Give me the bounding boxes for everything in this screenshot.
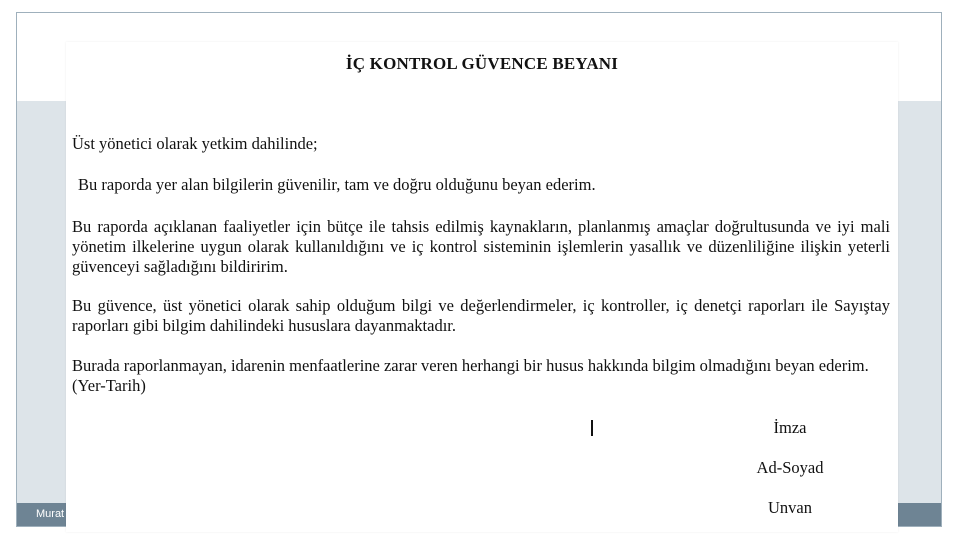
text-cursor [591, 420, 593, 436]
paragraph-no-unreported: Burada raporlanmayan, idarenin menfaatlerine zarar veren herhangi bir husus hakkında bilgim olmadığını beyan ederim. (Yer-Tarih) [72, 356, 869, 395]
slide-right-margin [898, 101, 941, 503]
document-title: İÇ KONTROL GÜVENCE BEYANI [345, 54, 619, 73]
signature-label: İmza [773, 418, 807, 437]
name-surname-label: Ad-Soyad [756, 458, 824, 477]
title-label: Unvan [768, 498, 812, 517]
slide-left-margin [17, 101, 66, 503]
paragraph-assurance-basis: Bu güvence, üst yönetici olarak sahip olduğum bilgi ve değerlendirmeler, iç kontroller, iç denetçi raporları ile Sayıştay raporları gibi bilgim dahilindeki hususlara dayanmaktadır. [72, 296, 890, 335]
footer-author: Murat KARAKURŞ (SGDB) [36, 508, 170, 520]
paragraph-resources: Bu raporda açıklanan faaliyetler için bütçe ile tahsis edilmiş kaynakların, planlanmış amaçlar doğrultusunda ve iyi mali yönetim ilkelerine uygun olarak kullanıldığını ve iç kontrol sisteminin işlemlerin yasallık ve düzenliliğine ilişkin yeterli güvenceyi sağladığını bildiririm. [72, 217, 890, 276]
document-intro: Üst yönetici olarak yetkim dahilinde; [72, 134, 318, 153]
document-image [66, 42, 898, 532]
paragraph-accuracy: Bu raporda yer alan bilgilerin güvenilir, tam ve doğru olduğunu beyan ederim. [78, 175, 596, 194]
